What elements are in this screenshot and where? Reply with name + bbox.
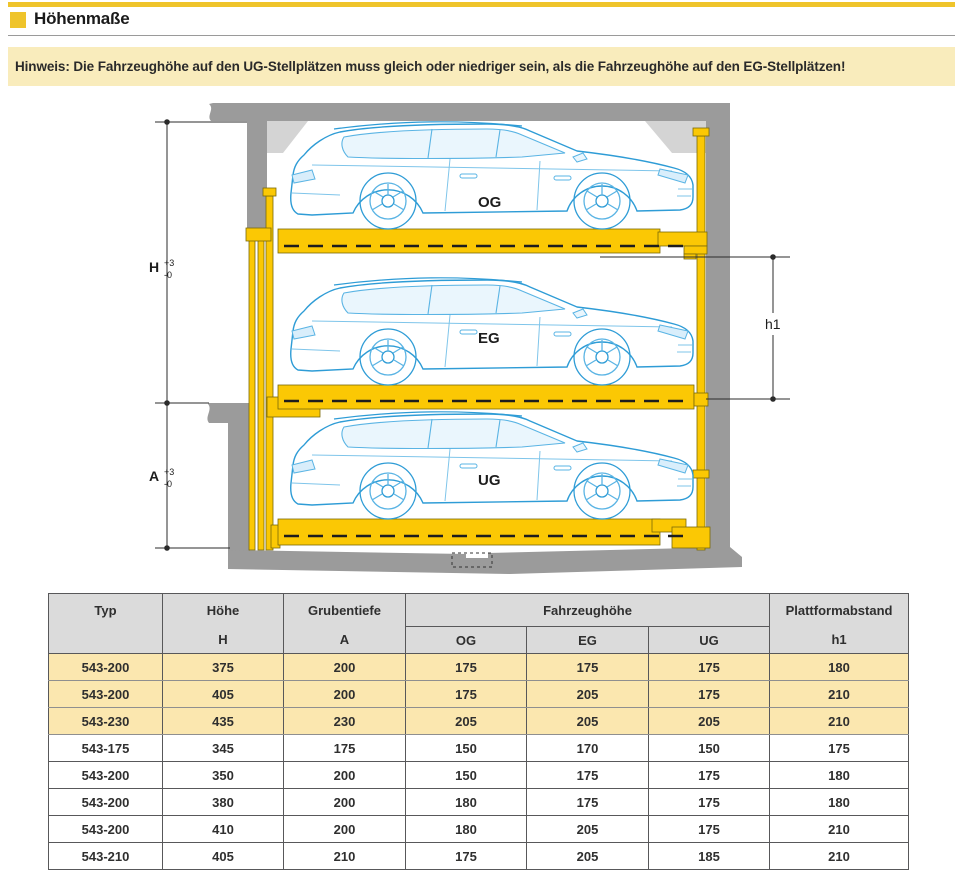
platform-og: [278, 229, 660, 253]
table-body: [49, 654, 909, 870]
cell-eg: 205: [527, 843, 649, 870]
col-header-eg: EG: [527, 627, 649, 654]
cell-og: 175: [406, 654, 527, 681]
lift-post-right: [697, 136, 705, 550]
table-row: [49, 816, 909, 843]
ground-ledge-pit-wall: [207, 403, 250, 552]
col-header-hoehe-sub: H: [218, 632, 228, 647]
cell-ug: 175: [649, 681, 770, 708]
pit-floor-slab: [228, 547, 742, 574]
cell-og: 180: [406, 816, 527, 843]
cell-h1: 175: [770, 735, 909, 762]
cell-typ: 543-175: [49, 735, 163, 762]
platform-ug: [278, 519, 660, 545]
cell-h: 380: [163, 789, 284, 816]
label-H-dim: [149, 258, 174, 280]
svg-text:+3: +3: [164, 258, 175, 268]
cell-og: 180: [406, 789, 527, 816]
col-header-grubentiefe-sub: A: [339, 632, 350, 647]
cell-eg: 205: [527, 708, 649, 735]
cell-og: 150: [406, 735, 527, 762]
dim-dot: [770, 396, 776, 402]
cell-h: 345: [163, 735, 284, 762]
car-og: [291, 122, 693, 229]
cell-a: 200: [284, 681, 406, 708]
dimension-table: [48, 593, 909, 870]
cell-h1: 210: [770, 843, 909, 870]
cell-h: 405: [163, 843, 284, 870]
cell-h1: 180: [770, 789, 909, 816]
col-header-typ: [49, 594, 163, 654]
col-header-hoehe: [163, 594, 284, 654]
section-bullet-square: [10, 12, 26, 28]
cell-h: 435: [163, 708, 284, 735]
cell-ug: 150: [649, 735, 770, 762]
cell-typ: 543-200: [49, 681, 163, 708]
svg-text:-0: -0: [164, 479, 173, 489]
cell-ug: 175: [649, 789, 770, 816]
label-h1: h1: [765, 316, 781, 332]
section-diagram: [0, 95, 964, 585]
cell-typ: 543-200: [49, 816, 163, 843]
table-row: [49, 789, 909, 816]
ceiling-slab: [209, 103, 730, 121]
right-wall: [706, 121, 730, 557]
col-header-hoehe-label: Höhe: [206, 603, 240, 618]
col-header-typ-label: Typ: [94, 603, 117, 618]
svg-text:+3: +3: [164, 467, 175, 477]
label-og: OG: [478, 194, 502, 211]
cell-h: 410: [163, 816, 284, 843]
cell-og: 205: [406, 708, 527, 735]
cell-h1: 180: [770, 654, 909, 681]
cell-a: 210: [284, 843, 406, 870]
lift-post-left-cap: [263, 188, 276, 196]
col-header-fahrzeughoehe: Fahrzeughöhe: [406, 594, 770, 627]
cell-eg: 205: [527, 816, 649, 843]
table-row: [49, 681, 909, 708]
cell-a: 200: [284, 789, 406, 816]
svg-text:H: H: [149, 259, 160, 275]
left-wall: [247, 121, 267, 230]
cell-eg: 175: [527, 762, 649, 789]
lift-post-right-cap-top: [693, 128, 709, 136]
cell-h1: 210: [770, 816, 909, 843]
cell-typ: 543-210: [49, 843, 163, 870]
col-header-ug: UG: [649, 627, 770, 654]
table-row: [49, 735, 909, 762]
cell-typ: 543-200: [49, 789, 163, 816]
car-ug: [291, 412, 693, 519]
lift-post-right-cap-mid: [693, 470, 709, 478]
cell-h1: 180: [770, 762, 909, 789]
platform-eg: [278, 385, 694, 409]
col-header-og: OG: [406, 627, 527, 654]
cell-og: 150: [406, 762, 527, 789]
cell-typ: 543-230: [49, 708, 163, 735]
col-header-plattformabstand-sub: h1: [831, 632, 847, 647]
cell-ug: 175: [649, 654, 770, 681]
cell-og: 175: [406, 681, 527, 708]
page-title: Höhenmaße: [34, 9, 130, 28]
og-left-support: [246, 228, 271, 241]
cell-eg: 175: [527, 789, 649, 816]
hint-text: Hinweis: Die Fahrzeughöhe auf den UG-Stellplätzen muss gleich oder niedriger sein, als die Fahrzeughöhe auf den EG-Stellplätzen!: [15, 59, 846, 74]
table-row: [49, 843, 909, 870]
table-row: [49, 708, 909, 735]
cell-ug: 185: [649, 843, 770, 870]
lift-post-left-3: [266, 196, 273, 550]
table-row: [49, 654, 909, 681]
table-row: [49, 762, 909, 789]
label-eg: EG: [478, 330, 500, 347]
cell-a: 200: [284, 762, 406, 789]
cell-eg: 205: [527, 681, 649, 708]
col-header-plattformabstand: [770, 594, 909, 654]
label-ug: UG: [478, 472, 501, 489]
page-top-rule: [8, 2, 955, 7]
dim-dot: [164, 545, 170, 551]
cell-a: 230: [284, 708, 406, 735]
platform-og-bracket: [658, 232, 707, 246]
cell-a: 175: [284, 735, 406, 762]
cell-ug: 175: [649, 816, 770, 843]
platform-og-step: [684, 246, 707, 254]
dim-dot: [770, 254, 776, 260]
cell-eg: 175: [527, 654, 649, 681]
cell-eg: 170: [527, 735, 649, 762]
cell-a: 200: [284, 816, 406, 843]
col-header-grubentiefe-label: Grubentiefe: [308, 603, 381, 618]
platform-eg-connector: [694, 393, 708, 406]
col-header-grubentiefe: [284, 594, 406, 654]
dim-dot: [164, 119, 170, 125]
cell-a: 200: [284, 654, 406, 681]
label-A-dim: [149, 467, 174, 489]
dim-dot: [164, 400, 170, 406]
cell-h: 350: [163, 762, 284, 789]
cell-h: 405: [163, 681, 284, 708]
hint-banner: [8, 47, 955, 86]
cell-og: 175: [406, 843, 527, 870]
cell-ug: 175: [649, 762, 770, 789]
cell-h1: 210: [770, 708, 909, 735]
title-underline: [8, 35, 955, 36]
cell-ug: 205: [649, 708, 770, 735]
lift-post-left-2: [258, 240, 264, 550]
platform-ug-end: [672, 527, 710, 548]
cell-typ: 543-200: [49, 654, 163, 681]
cell-typ: 543-200: [49, 762, 163, 789]
cell-h1: 210: [770, 681, 909, 708]
svg-text:A: A: [149, 468, 160, 484]
ceiling-haunch-left: [267, 121, 308, 153]
svg-text:-0: -0: [164, 270, 173, 280]
cell-h: 375: [163, 654, 284, 681]
lift-post-left-1: [249, 240, 255, 550]
col-header-plattformabstand-label: Plattformabstand: [785, 603, 893, 618]
